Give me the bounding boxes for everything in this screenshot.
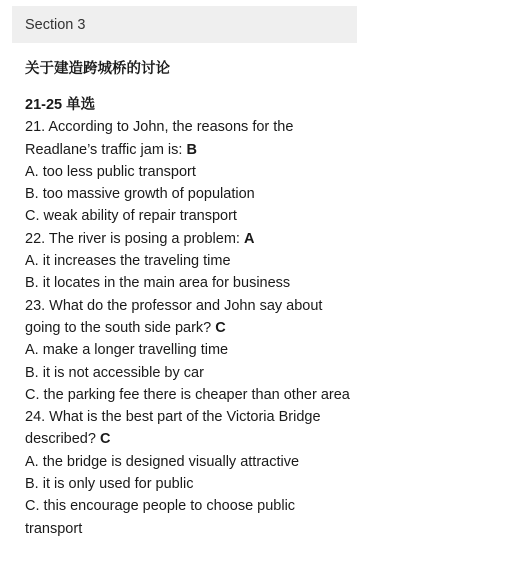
question-text: 22. The river is posing a problem: A — [25, 230, 255, 247]
option-item: B. it is not accessible by car — [25, 364, 204, 381]
document-title: 关于建造跨城桥的讨论 — [25, 61, 170, 77]
question-block-23 — [25, 295, 355, 406]
answer-letter: C — [99, 431, 111, 448]
question-text: 24. What is the best part of the Victoria Bridge described? C — [25, 409, 321, 448]
option-item: B. it is only used for public — [25, 476, 194, 493]
option-item: A. too less public transport — [25, 163, 196, 180]
section-label: Section 3 — [25, 16, 86, 33]
option-item: B. it locates in the main area for business — [25, 275, 291, 292]
option-item: A. make a longer travelling time — [25, 342, 229, 359]
answer-letter: C — [215, 319, 226, 336]
document-body — [25, 58, 355, 540]
question-block-24 — [25, 406, 355, 540]
option-item: B. too massive growth of population — [25, 186, 255, 203]
option-item: A. the bridge is designed visually attractive — [25, 453, 300, 470]
question-block-22 — [25, 228, 355, 295]
answer-letter: B — [186, 141, 197, 158]
option-item: A. it increases the traveling time — [25, 253, 231, 270]
option-item: C. this encourage people to choose public transport — [25, 498, 296, 537]
question-block-21 — [25, 116, 355, 227]
section-header — [12, 6, 357, 43]
question-text: 23. What do the professor and John say about going to the south side park? C — [25, 297, 323, 336]
answer-letter: A — [243, 230, 255, 247]
question-range-heading: 21-25 单选 — [25, 97, 96, 113]
question-text: 21. According to John, the reasons for the Readlane’s traffic jam is: B — [25, 119, 294, 158]
option-item: C. weak ability of repair transport — [25, 208, 237, 225]
option-item: C. the parking fee there is cheaper than other area — [25, 386, 350, 403]
